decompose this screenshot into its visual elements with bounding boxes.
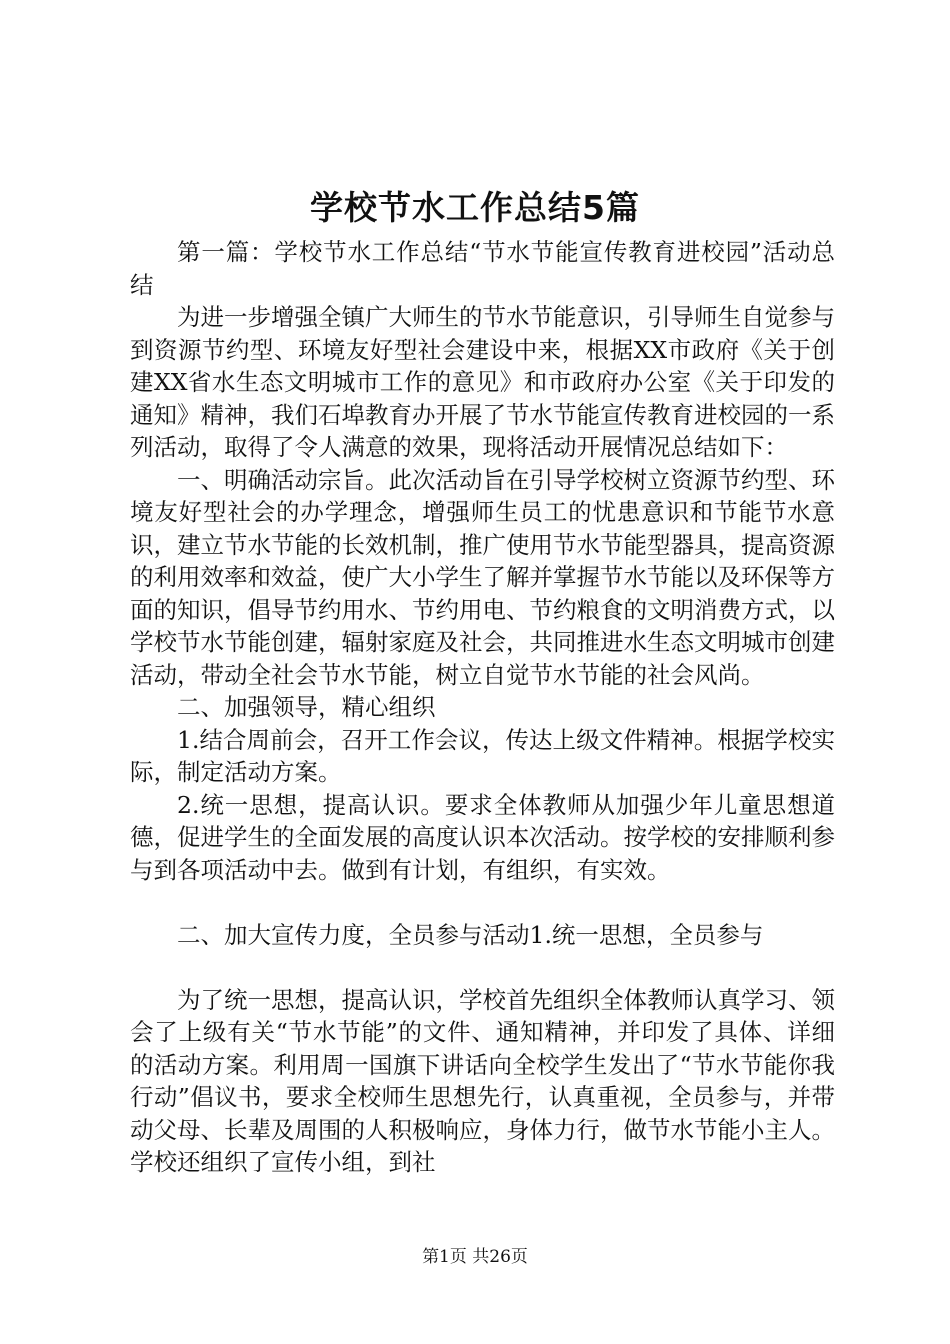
paragraph-line: 一、明确活动宗旨。此次活动旨在引导学校树立资源节约型、环境友好型社会的办学理念，增强师生员工的忧患意识和节能节水意识，建立节水节能的长效机制，推广使用节水节能型器具，提高资源的利用效率和效益，使广大小学生了解并掌握节水节能以及环保等方面的知识，倡导节约用水、节约用电、节约粮食的文明消费方式，以学校节水节能创建，辐射家庭及社会，共同推进水生态文明城市创建活动，带动全社会节水节能，树立自觉节水节能的社会风尚。 — [130, 465, 836, 689]
paragraph-line: 2.统一思想，提高认识。要求全体教师从加强少年儿童思想道德，促进学生的全面发展的高度认识本次活动。按学校的安排顺利参与到各项活动中去。做到有计划，有组织，有实效。 — [130, 790, 836, 884]
document-body — [130, 236, 835, 1179]
paragraph-spacer — [130, 951, 835, 984]
document-title: 学校节水工作总结5篇 — [310, 188, 640, 227]
paragraph-line: 第一篇：学校节水工作总结“节水节能宣传教育进校园”活动总结 — [130, 238, 836, 299]
section-heading: 二、加大宣传力度，全员参与活动1.统一思想，全员参与 — [177, 920, 764, 949]
paragraph-line: 为了统一思想，提高认识，学校首先组织全体教师认真学习、领会了上级有关“节水节能”的文件、通知精神，并印发了具体、详细的活动方案。利用周一国旗下讲话向全校学生发出了“节水节能你我行动”倡议书，要求全校师生思想先行，认真重视，全员参与，并带动父母、长辈及周围的人积极响应，身体力行，做节水节能小主人。学校还组织了宣传小组，到社 — [130, 985, 836, 1176]
paragraph-spacer — [130, 886, 835, 919]
paragraph-line: 1.结合周前会，召开工作会议，传达上级文件精神。根据学校实际，制定活动方案。 — [130, 725, 836, 786]
section-heading: 二、加强领导，精心组织 — [177, 693, 436, 721]
paragraph-line: 为进一步增强全镇广大师生的节水节能意识，引导师生自觉参与到资源节约型、环境友好型社会建设中来，根据XX市政府《关于创建XX省水生态文明城市工作的意见》和市政府办公室《关于印发的通知》精神，我们石埠教育办开展了节水节能宣传教育进校园的一系列活动，取得了令人满意的效果，现将活动开展情况总结如下： — [130, 303, 835, 461]
page-number-footer: 第1页 共26页 — [422, 1247, 528, 1267]
